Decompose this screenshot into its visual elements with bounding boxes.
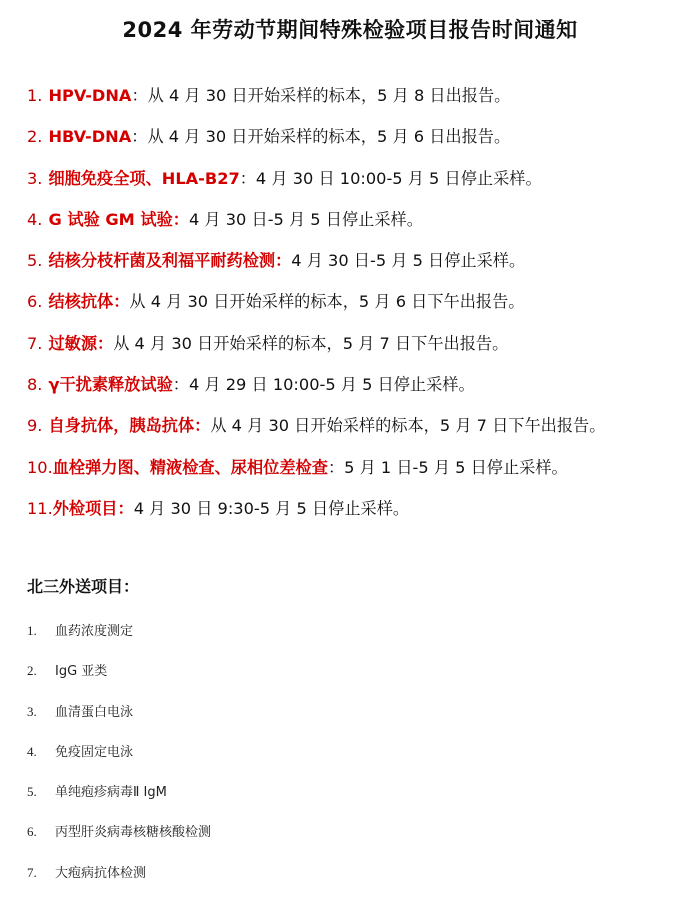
page-title: 2024 年劳动节期间特殊检验项目报告时间通知 (122, 18, 578, 42)
list-item (27, 286, 693, 327)
list-item (27, 121, 693, 162)
item-text: 血药浓度测定 (55, 624, 134, 639)
item-text: 免疫固定电泳 (55, 744, 134, 760)
list-item (27, 697, 687, 737)
item-number: 3. (27, 703, 37, 719)
item-highlight: 结核抗体： (48, 292, 130, 312)
item-highlight: 过敏源： (48, 333, 114, 353)
item-text: 单纯疱疹病毒Ⅱ IgM (55, 785, 167, 801)
item-number: 10. (27, 457, 53, 477)
item-highlight: γ干扰素释放试验 (48, 375, 173, 395)
item-highlight: 细胞免疫全项、HLA-B27 (48, 168, 240, 188)
schedule-list (27, 80, 693, 534)
item-number: 9. (27, 416, 43, 436)
list-item (27, 656, 687, 696)
item-highlight: 血栓弹力图、精液检查、尿相位差检查 (52, 457, 328, 477)
item-text: 丙型肝炎病毒核糖核酸检测 (55, 825, 212, 841)
item-number: 8. (27, 375, 43, 395)
item-text: ：从 4 月 30 日开始采样的标本，5 月 8 日出报告。 (131, 86, 511, 105)
item-highlight: G 试验 GM 试验： (48, 209, 189, 229)
item-number: 11. (27, 498, 53, 518)
item-number: 2. (27, 127, 43, 147)
list-item (27, 452, 693, 493)
item-text: 大疱病抗体检测 (55, 865, 147, 881)
section-title: 北三外送项目： (27, 577, 140, 596)
external-test-list (27, 616, 687, 898)
item-number: 4. (27, 209, 43, 229)
list-item (27, 737, 687, 777)
list-item (27, 204, 693, 245)
item-text: ：从 4 月 30 日开始采样的标本，5 月 6 日出报告。 (131, 127, 511, 147)
item-number: 4. (27, 743, 37, 759)
list-item (27, 616, 687, 656)
item-number: 3. (27, 168, 43, 188)
list-item (27, 858, 687, 898)
item-text: ：4 月 30 日 10:00-5 月 5 日停止采样。 (239, 168, 542, 188)
item-number: 7. (27, 864, 37, 880)
item-number: 2. (27, 663, 37, 679)
item-highlight: 自身抗体，胰岛抗体： (48, 416, 211, 436)
item-text: ：5 月 1 日-5 月 5 日停止采样。 (327, 457, 568, 477)
list-item (27, 369, 693, 410)
item-text: 4 月 30 日 9:30-5 月 5 日停止采样。 (133, 498, 410, 518)
list-item (27, 410, 693, 451)
item-number: 5. (27, 784, 37, 800)
item-text: 从 4 月 30 日开始采样的标本，5 月 7 日下午出报告。 (113, 333, 509, 353)
list-item (27, 328, 693, 369)
item-highlight: 外检项目： (52, 498, 134, 518)
item-number: 6. (27, 824, 37, 840)
item-text: 4 月 30 日-5 月 5 日停止采样。 (188, 209, 423, 229)
list-item (27, 163, 693, 204)
list-item (27, 493, 693, 534)
item-number: 1. (27, 86, 43, 105)
item-number: 6. (27, 292, 43, 312)
list-item (27, 80, 693, 121)
item-text: 从 4 月 30 日开始采样的标本，5 月 6 日下午出报告。 (129, 292, 525, 312)
item-text: 4 月 30 日-5 月 5 日停止采样。 (291, 251, 526, 271)
item-text: ：4 月 29 日 10:00-5 月 5 日停止采样。 (172, 375, 475, 395)
item-number: 1. (27, 623, 37, 638)
item-highlight: 结核分枝杆菌及利福平耐药检测： (48, 251, 292, 271)
item-highlight: HBV-DNA (48, 127, 132, 147)
item-text: 血清蛋白电泳 (55, 704, 134, 720)
item-text: IgG 亚类 (55, 664, 108, 680)
item-highlight: HPV-DNA (48, 86, 132, 105)
item-number: 5. (27, 251, 43, 271)
list-item (27, 777, 687, 817)
list-item (27, 245, 693, 286)
item-text: 从 4 月 30 日开始采样的标本，5 月 7 日下午出报告。 (210, 416, 606, 436)
item-number: 7. (27, 333, 43, 353)
list-item (27, 817, 687, 857)
